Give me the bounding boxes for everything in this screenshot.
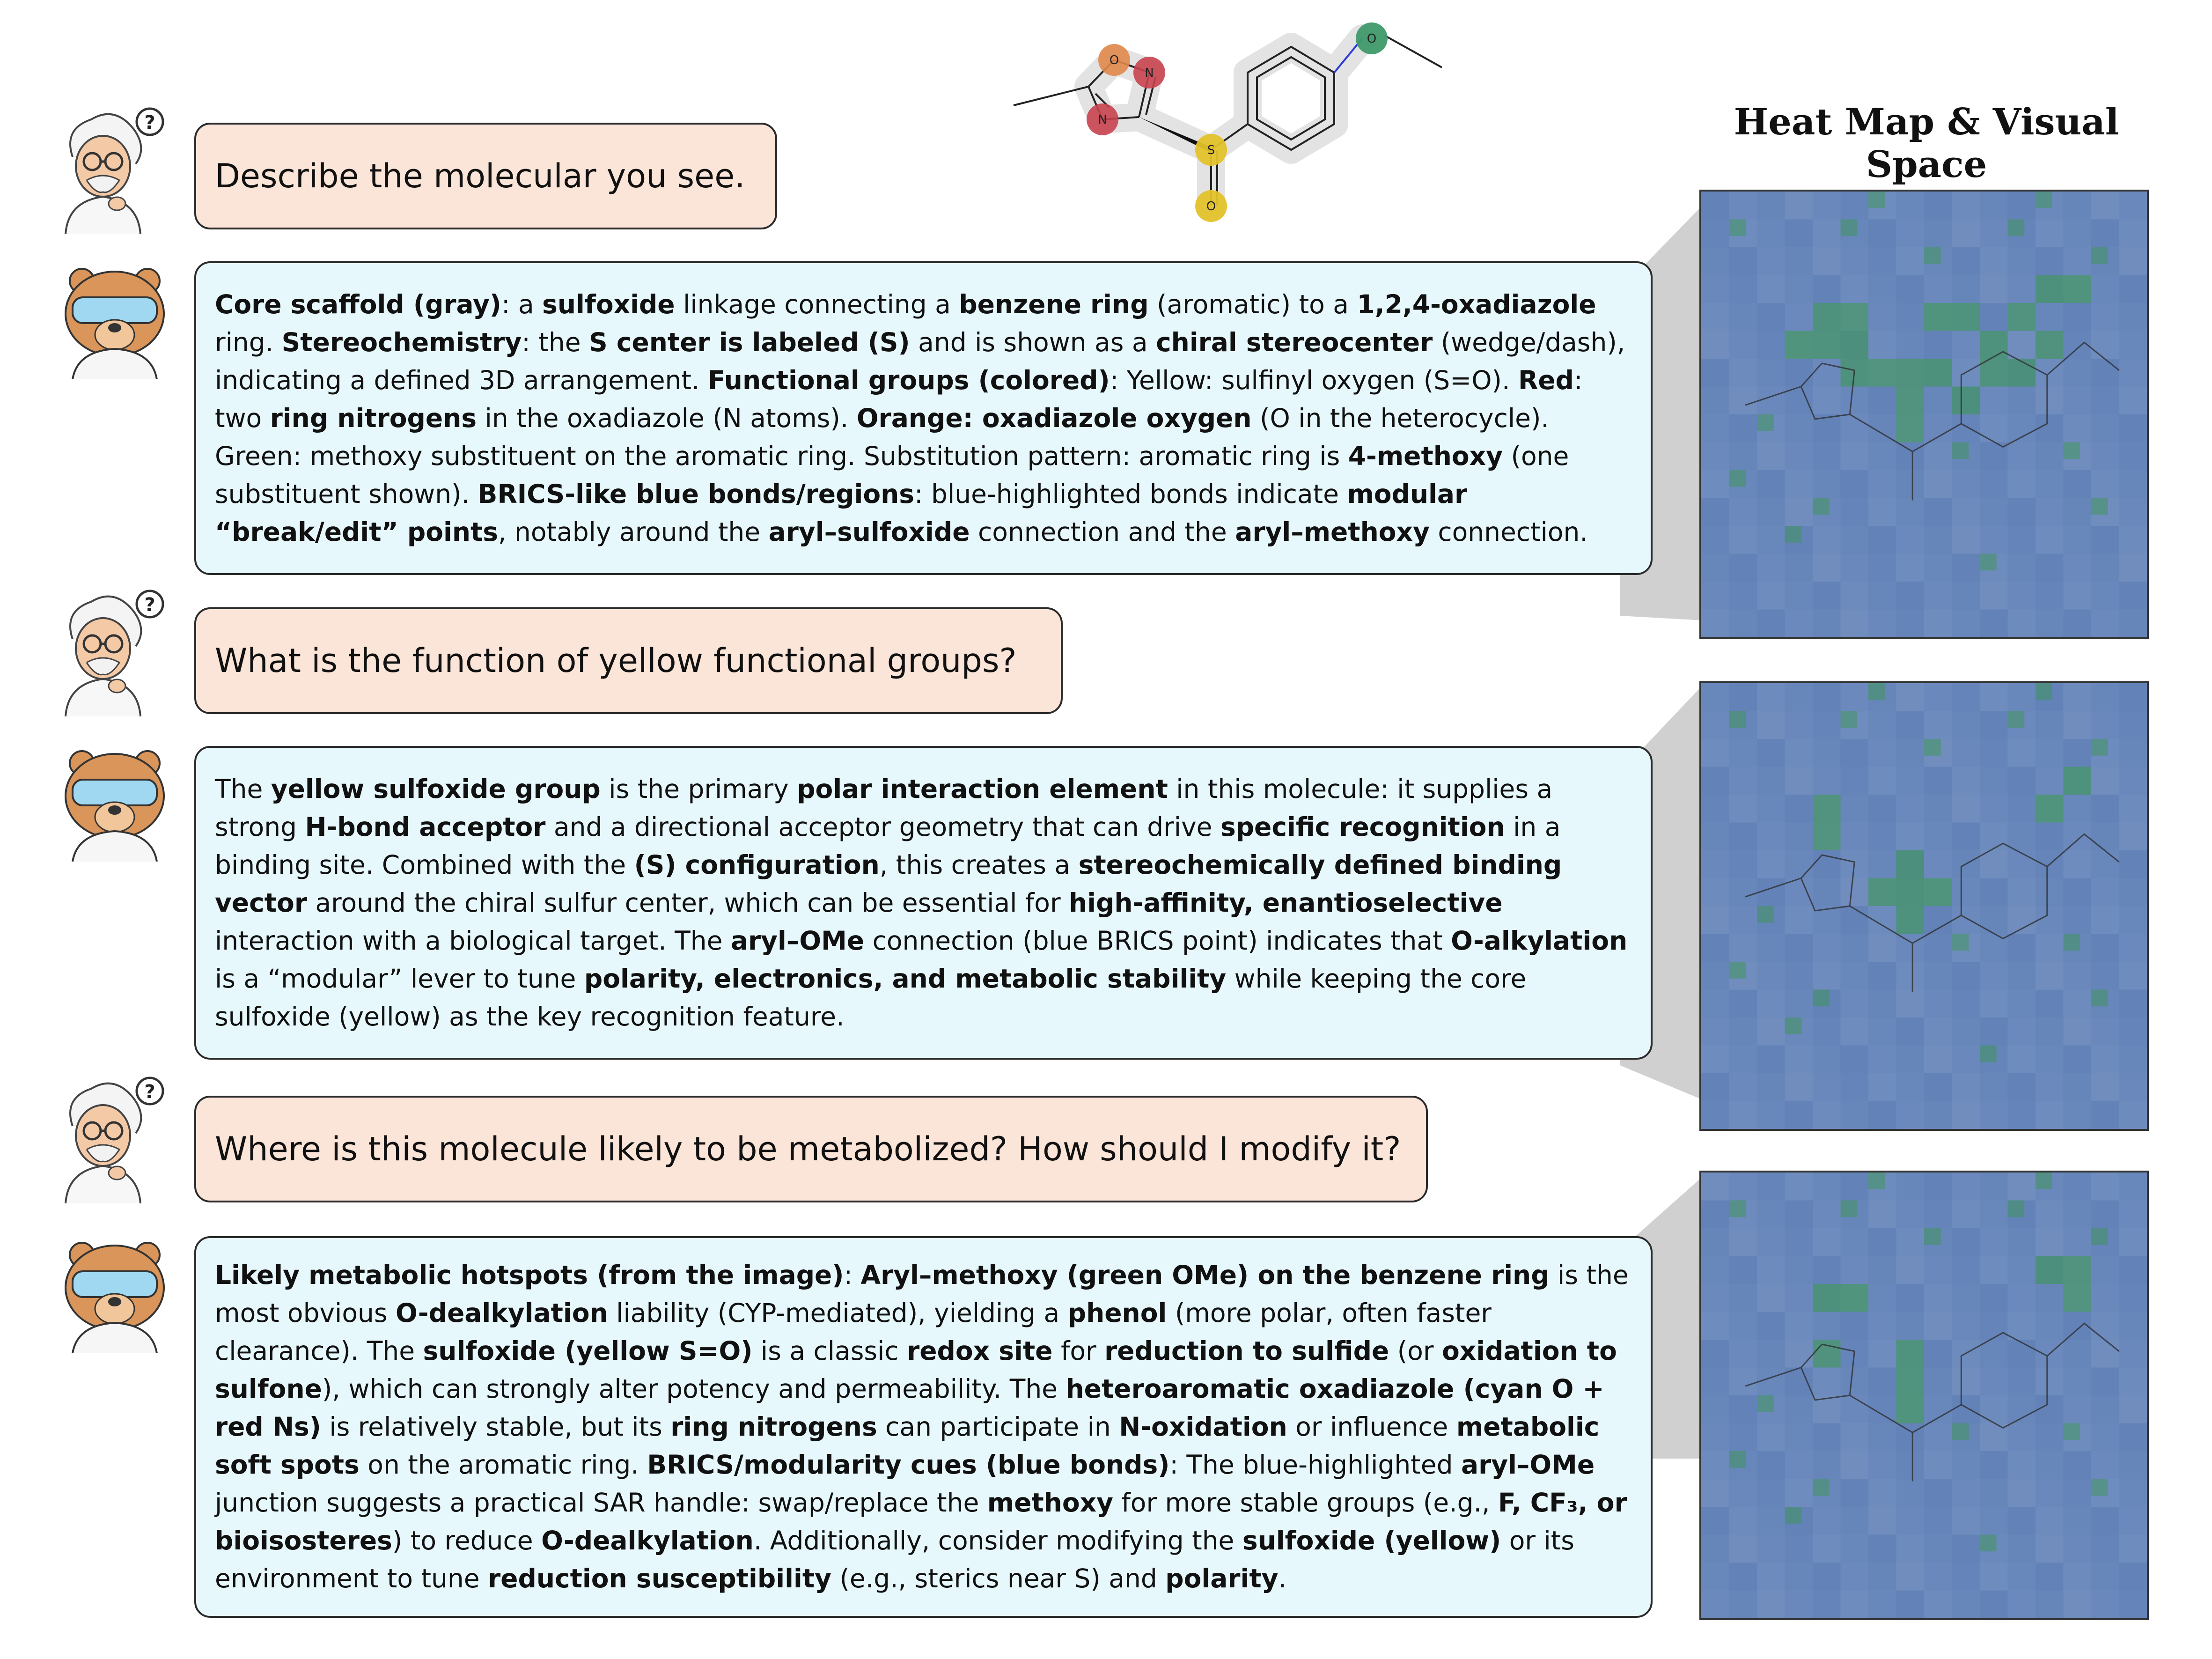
body-text: The [215,774,271,804]
bear-avatar-icon [54,745,176,862]
heat-cell [2036,275,2064,303]
body-text: can participate in [877,1412,1119,1442]
heat-cell [1813,990,1830,1007]
heat-cell [1868,878,1896,907]
heat-cell [1841,303,1869,331]
atom-label: O [1367,32,1377,46]
heat-cell [1924,359,1952,387]
heat-cell [1924,1228,1941,1245]
heat-cell [2091,1228,2108,1245]
scientist-avatar-icon [54,101,176,234]
heat-cell [1785,331,1813,359]
heat-cell [1813,795,1841,823]
heatmap-canvas [1701,192,2147,637]
body-text: or its environment to tune [215,1526,1574,1593]
emphasis-text: aryl–OMe [1461,1450,1595,1480]
heat-cell [2064,1423,2080,1440]
body-text: , notably around the [498,516,769,547]
body-text: interaction with a biological target. The [215,925,731,956]
heat-cell [1896,414,1925,442]
emphasis-text: specific recognition [1220,811,1505,842]
heat-cell [1813,1284,1841,1312]
heatmap-panel [1699,1171,2149,1620]
body-text: is a “modular” lever to tune [215,963,584,994]
body-text: (e.g., sterics near S) and [831,1563,1166,1593]
heat-cell [1868,683,1885,700]
body-text: : a [501,289,543,319]
emphasis-text: Aryl–methoxy (green OMe) on the benzene ring [860,1260,1550,1290]
heat-cell [2008,359,2036,387]
atom-label: N [1098,113,1107,127]
body-text: , this creates a [879,849,1079,880]
body-text: (aromatic) to a [1148,289,1357,319]
body-text: while keeping the core sulfoxide (yellow) as the key recognition feature. [215,963,1527,1032]
molecule-structure [1007,19,1484,234]
body-text: liability (CYP-mediated), yielding a [608,1298,1068,1328]
heat-cell [1813,303,1841,331]
body-text: : the [522,327,589,357]
body-text: : Yellow: sulfinyl oxygen (S=O). [1110,365,1518,395]
emphasis-text: ring nitrogens [670,1412,877,1442]
emphasis-text: modular “break/edit” points [215,479,1468,547]
svg-text:?: ? [144,1081,155,1103]
heat-cell [1896,1395,1925,1423]
heat-cell [1896,1368,1925,1396]
heat-cell [1952,934,1969,951]
emphasis-text: BRICS/modularity cues (blue bonds) [647,1450,1170,1480]
heat-cell [1896,906,1925,934]
heat-cell [2091,498,2108,515]
body-text: ), which can strongly alter potency and permeability. The [322,1374,1066,1404]
heat-cell [1757,414,1774,431]
heat-cell [2091,990,2108,1007]
heat-cell [1841,331,1869,359]
question-bubble [194,607,1063,714]
emphasis-text: 1,2,4-oxadiazole [1357,289,1596,319]
answer-text [215,286,1632,551]
heat-cell [1813,823,1841,851]
emphasis-text: polarity, electronics, and metabolic stability [584,963,1227,994]
emphasis-text: (S) configuration [634,849,880,880]
heat-cell [2008,220,2025,236]
body-text: and a directional acceptor geometry that can drive [545,811,1220,842]
body-text: : [844,1260,861,1290]
body-text: connection (blue BRICS point) indicates that [864,925,1451,956]
heat-cell [2064,442,2080,459]
body-text: connection. [1429,516,1588,547]
emphasis-text: chiral stereocenter [1156,327,1433,357]
heat-cell [1757,1395,1774,1412]
svg-text:?: ? [144,112,155,133]
scientist-avatar-icon [54,583,176,716]
heat-cell [1785,526,1802,543]
atom-label: S [1207,143,1215,157]
emphasis-text: benzene ring [959,289,1149,319]
emphasis-text: F, CF₃, or bioisosteres [215,1488,1627,1556]
emphasis-text: methoxy [987,1488,1113,1518]
heat-cell [2064,1256,2092,1284]
heat-cell [1952,1423,1969,1440]
emphasis-text: polar interaction element [797,774,1168,804]
body-text: (wedge/dash), indicating a defined 3D arrangement. [215,327,1625,395]
heat-cell [2064,767,2092,795]
heat-cell [1729,711,1746,728]
answer-bubble [194,261,1653,575]
heat-cell [1924,247,1941,264]
heat-cell [1785,1507,1802,1524]
heat-cell [1980,554,1997,571]
emphasis-text: sulfoxide (yellow) [1242,1526,1501,1556]
body-text: (one substituent shown). [215,441,1569,509]
emphasis-text: yellow sulfoxide group [271,774,601,804]
body-text: connection and the [970,516,1235,547]
body-text: ) to reduce [392,1526,542,1556]
body-text: linkage connecting a [675,289,959,319]
question-text: Where is this molecule likely to be metabolized? How should I modify it? [215,1130,1401,1168]
body-text: in this molecule: it supplies a strong [215,774,1553,842]
emphasis-text: Orange: oxadiazole oxygen [856,403,1252,433]
atom-label: O [1206,199,1216,214]
emphasis-text: high-affinity, enantioselective [1069,887,1503,918]
body-text: is the most obvious [215,1260,1629,1328]
body-text: . [1278,1563,1286,1593]
body-text: is a classic [752,1336,907,1366]
emphasis-text: Functional groups (colored) [707,365,1110,395]
body-text: (more polar, often faster clearance). The [215,1298,1492,1366]
heat-cell [1785,1018,1802,1034]
heat-cell [1896,850,1925,878]
emphasis-text: 4-methoxy [1348,441,1503,471]
emphasis-text: sulfoxide (yellow S=O) [423,1336,753,1366]
heat-cell [1813,331,1841,359]
heat-cell [1952,387,1980,415]
body-text: . Additionally, consider modifying the [753,1526,1242,1556]
emphasis-text: oxidation to sulfone [215,1336,1617,1404]
question-text: What is the function of yellow functional groups? [215,641,1017,680]
answer-bubble [194,1236,1653,1618]
emphasis-text: Likely metabolic hotspots (from the image) [215,1260,844,1290]
heat-cell [1980,331,2008,359]
heat-cell [2036,331,2064,359]
body-text: on the aromatic ring. [359,1450,647,1480]
heat-cell [1729,1451,1746,1468]
emphasis-text: reduction to sulfide [1104,1336,1389,1366]
emphasis-text: stereochemically defined binding vector [215,849,1562,918]
heat-cell [1952,303,1980,331]
heat-cell [1729,220,1746,236]
emphasis-text: metabolic soft spots [215,1412,1600,1480]
heat-cell [2008,303,2036,331]
body-text: : The blue-highlighted [1169,1450,1461,1480]
body-text: or influence [1287,1412,1456,1442]
heat-cell [2064,934,2080,951]
heatmap-panel [1699,681,2149,1131]
body-text: in a binding site. Combined with the [215,811,1561,880]
heat-cell [1868,192,1885,208]
emphasis-text: O-dealkylation [395,1298,608,1328]
emphasis-text: BRICS-like blue bonds/regions [478,479,915,509]
heat-cell [2036,1256,2064,1284]
heat-cell [2036,795,2064,823]
scientist-avatar-icon [54,1070,176,1203]
emphasis-text: aryl–sulfoxide [768,516,970,547]
body-text: (or [1389,1336,1442,1366]
heat-cell [1980,1046,1997,1062]
heat-cell [1813,1340,1841,1368]
heat-cell [2064,1284,2092,1312]
body-text: for [1052,1336,1105,1366]
emphasis-text: H-bond acceptor [305,811,546,842]
svg-text:?: ? [144,594,155,616]
heat-cell [1896,1340,1925,1368]
question-bubble [194,123,777,229]
question-text: Describe the molecular you see. [215,157,745,195]
heat-cell [2036,192,2052,208]
heat-cell [1841,1284,1869,1312]
heat-cell [1841,1201,1858,1217]
emphasis-text: O-dealkylation [541,1526,754,1556]
body-text: around the chiral sulfur center, which can be essential for [307,887,1069,918]
bear-avatar-icon [54,262,176,379]
emphasis-text: O-alkylation [1451,925,1628,956]
heat-cell [1868,359,1896,387]
heat-cell [1868,1172,1885,1189]
heat-cell [2008,711,2025,728]
emphasis-text: heteroaromatic oxadiazole (cyan O + red Ns) [215,1374,1604,1442]
emphasis-text: redox site [907,1336,1053,1366]
emphasis-text: aryl–OMe [730,925,865,956]
heat-cell [2036,1172,2052,1189]
heat-cell [1757,906,1774,923]
question-bubble [194,1096,1428,1202]
body-text: : blue-highlighted bonds indicate [914,479,1347,509]
emphasis-text: polarity [1165,1563,1279,1593]
emphasis-text: N-oxidation [1119,1412,1287,1442]
emphasis-text: reduction susceptibility [488,1563,831,1593]
atom-label: O [1109,53,1119,67]
body-text: is relatively stable, but its [321,1412,671,1442]
heat-cell [2036,683,2052,700]
heat-cell [1729,962,1746,979]
heat-cell [2091,247,2108,264]
heat-cell [1813,498,1830,515]
emphasis-text: Core scaffold (gray) [215,289,501,319]
emphasis-text: S center is labeled (S) [589,327,910,357]
heatmap-canvas [1701,1172,2147,1618]
body-text: and is shown as a [910,327,1156,357]
heat-cell [1729,1201,1746,1217]
emphasis-text: sulfoxide [542,289,675,319]
emphasis-text: Red [1518,365,1574,395]
atom-label: N [1145,66,1154,80]
heat-cell [1729,470,1746,487]
heat-cell [1896,878,1925,907]
heat-cell [1924,303,1952,331]
heat-cell [1924,739,1941,756]
body-text: junction suggests a practical SAR handle: swap/replace the [215,1488,987,1518]
body-text: ring. [215,327,282,357]
emphasis-text: ring nitrogens [270,403,477,433]
body-text: : two [215,365,1583,433]
heat-cell [1896,387,1925,415]
heatmap-title: Heat Map & Visual Space [1734,101,2119,186]
heat-cell [1813,1479,1830,1496]
body-text: in the oxadiazole (N atoms). [477,403,857,433]
heat-cell [1896,359,1925,387]
heat-cell [2091,1479,2108,1496]
body-text: for more stable groups (e.g., [1113,1488,1498,1518]
answer-text [215,770,1632,1036]
heat-cell [2008,1201,2025,1217]
body-text: (O in the heterocycle). Green: methoxy substituent on the aromatic ring. Substitution pattern: aromatic ring is [215,403,1549,471]
heat-cell [1841,220,1858,236]
bear-avatar-icon [54,1236,176,1353]
heat-cell [2091,739,2108,756]
emphasis-text: phenol [1067,1298,1167,1328]
heatmap-canvas [1701,683,2147,1129]
heat-cell [1980,1535,1997,1552]
emphasis-text: Stereochemistry [281,327,522,357]
heat-cell [1952,442,1969,459]
answer-bubble [194,746,1653,1060]
emphasis-text: aryl–methoxy [1235,516,1430,547]
heatmap-panel [1699,190,2149,639]
heat-cell [1924,878,1952,907]
heat-cell [2064,275,2092,303]
body-text: is the primary [600,774,797,804]
answer-text [215,1256,1632,1598]
heat-cell [1841,711,1858,728]
